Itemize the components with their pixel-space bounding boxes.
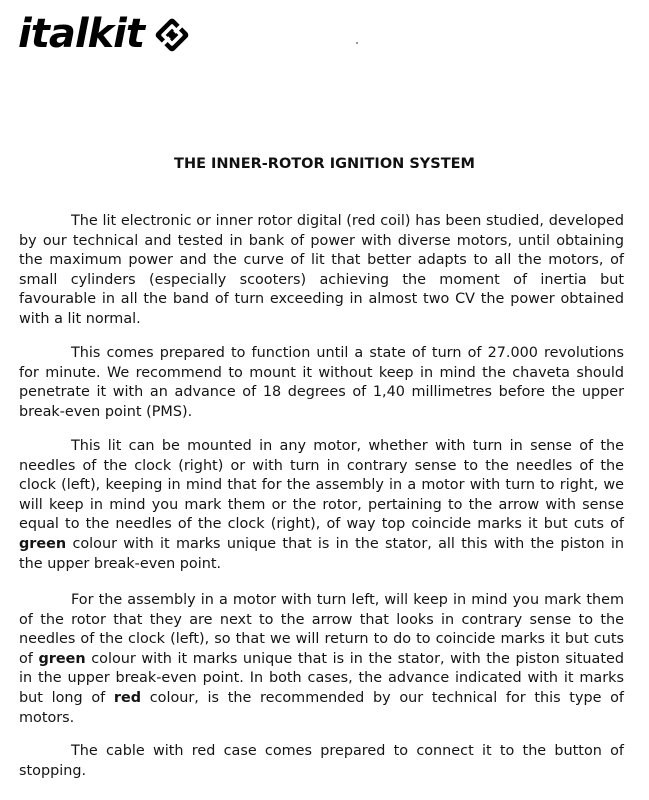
paragraph-text: The cable with red case comes prepared to connect it to the button of stopping. xyxy=(19,743,624,779)
paragraph-text: This comes prepared to function until a state of turn of 27.000 revolutions for minute. We recommend to mount it without keep in mind the chaveta should penetrate it with an advance of 18 degrees of 1,40 millimetres before the upper break-even point (PMS). xyxy=(19,345,624,420)
paragraph-text: colour with it marks unique that is in the stator, all this with the piston in the upper break-even point. xyxy=(19,535,624,572)
scan-speck xyxy=(356,42,358,44)
paragraph-text: The lit electronic or inner rotor digital (red coil) has been studied, developed by our technical and tested in bank of power with diverse motors, until obtaining the maximum power and the curve of lit that better adapts to all the motors, of small cylinders (especially scooters) achieving the moment of inertia but favourable in all the band of turn exceeding in almost two CV the power obtained with a lit normal. xyxy=(19,213,624,327)
paragraph-intro xyxy=(19,212,624,330)
highlight-red: red xyxy=(113,689,142,706)
paragraph-specs xyxy=(19,344,624,422)
highlight-green: green xyxy=(38,650,86,667)
paragraph-right-turn xyxy=(19,437,624,574)
paragraph-text: This lit can be mounted in any motor, whether with turn in sense of the needles of the clock (right) or with turn in contrary sense to the needles of the clock (left), keeping in mind that for the assembly in a motor with turn to right, we will keep in mind you mark them or the rotor, pertaining to the arrow with sense equal to the needles of the clock (right), of way top coincide marks it but cuts of xyxy=(19,438,624,533)
brand-logo xyxy=(18,12,190,56)
paragraph-text: colour with it marks unique that is in the stator, with the piston situated in the upper break-even point. In both cases, the advance indicated with it marks but long of xyxy=(19,650,624,706)
page-title: THE INNER-ROTOR IGNITION SYSTEM xyxy=(174,156,475,172)
paragraph-text: For the assembly in a motor with turn left, will keep in mind you mark them of the rotor that they are next to the arrow that looks in contrary sense to the needles of the clock (left), so that we will return to do to coincide marks it but cuts of xyxy=(19,592,624,667)
highlight-green: green xyxy=(19,535,67,552)
italkit-emblem-icon xyxy=(154,17,190,53)
paragraph-cable xyxy=(19,742,624,781)
paragraph-left-turn xyxy=(19,591,624,728)
logo-wordmark: italkit xyxy=(18,11,144,57)
paragraph-text: colour, is the recommended by our technical for this type of motors. xyxy=(19,689,624,726)
